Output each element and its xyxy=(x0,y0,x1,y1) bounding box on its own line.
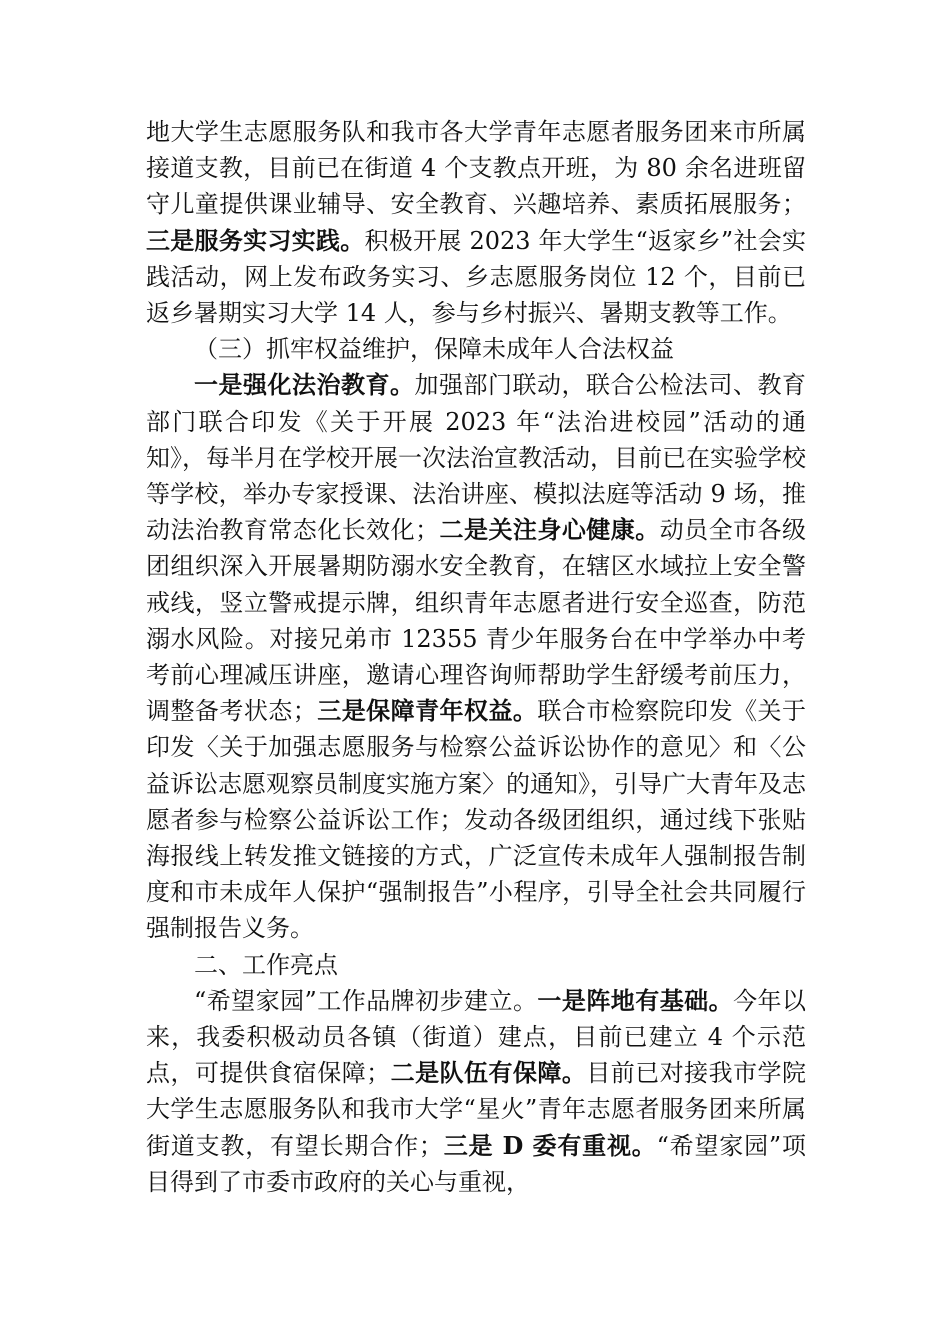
paragraph-volunteer-teaching xyxy=(146,114,806,331)
text-run: “希望家园”工作品牌初步建立。 xyxy=(194,986,538,1015)
bold-phrase: 二是队伍有保障。 xyxy=(390,1058,587,1088)
text-run: 今年以来，我委积极动员各镇（街道）建点，目前已建立 4 个示范点，可提供食宿保障； xyxy=(146,986,807,1088)
paragraph-highlights xyxy=(146,983,806,1200)
text-run: 目前已对接我市学院大学生志愿服务队和我市大学“星火”青年志愿者服务团来所属街道支教，有望长期合作； xyxy=(146,1059,807,1160)
section-heading-rights: （三）抓牢权益维护，保障未成年人合法权益 xyxy=(194,335,674,364)
bold-phrase: 三是 D 委有重视。 xyxy=(442,1130,657,1160)
text-run: 加强部门联动，联合公检法司、教育部门联合印发《关于开展 2023 年“法治进校园”活动的通知》，每半月在学校开展一次法治宣教活动，目前已在实验学校等学校，举办专家授课、法治讲座、模拟法庭等活动 9 场，推动法治教育常态化长效化； xyxy=(146,371,806,545)
bold-phrase: 三是保障青年权益。 xyxy=(316,696,538,726)
document-body xyxy=(146,114,806,1200)
text-run: 积极开展 2023 年大学生“返家乡”社会实践活动，网上发布政务实习、乡志愿服务岗位 12 个，目前已返乡暑期实习大学 14 人，参与乡村振兴、暑期支教等工作。 xyxy=(146,226,807,328)
bold-phrase: 一是强化法治教育。 xyxy=(194,370,415,400)
text-run: 联合市检察院印发《关于印发〈关于加强志愿服务与检察公益诉讼协作的意见〉和〈公益诉讼志愿观察员制度实施方案〉的通知》，引导广大青年及志愿者参与检察公益诉讼工作；发动各级团组织，通过线下张贴海报线上转发推文链接的方式，广泛宣传未成年人强制报告制度和市未成年人保护“强制报告”小程序，引导全社会共同履行强制报告义务。 xyxy=(146,697,807,943)
text-run: 地大学生志愿服务队和我市各大学青年志愿者服务团来市所属接道支教，目前已在街道 4 个支教点开班，为 80 余名进班留守儿童提供课业辅导、安全教育、兴趣培养、素质拓展服务； xyxy=(146,118,806,219)
text-run: “希望家园”项目得到了市委市政府的关心与重视， xyxy=(146,1131,807,1196)
bold-phrase: 一是阵地有基础。 xyxy=(537,985,734,1015)
section-heading-highlights: 二、工作亮点 xyxy=(194,950,338,979)
text-run: 动员全市各级团组织深入开展暑期防溺水安全教育，在辖区水域拉上安全警戒线，竖立警戒提示牌，组织青年志愿者进行安全巡查，防范溺水风险。对接兄弟市 12355 青少年服务台在中学举办中考考前心理减压讲座，邀请心理咨询师帮助学生舒缓考前压力，调整备考状态； xyxy=(146,516,807,726)
bold-phrase: 三是服务实习实践。 xyxy=(146,225,365,255)
paragraph-rights-protection xyxy=(146,367,806,946)
bold-phrase: 二是关注身心健康。 xyxy=(439,515,660,545)
